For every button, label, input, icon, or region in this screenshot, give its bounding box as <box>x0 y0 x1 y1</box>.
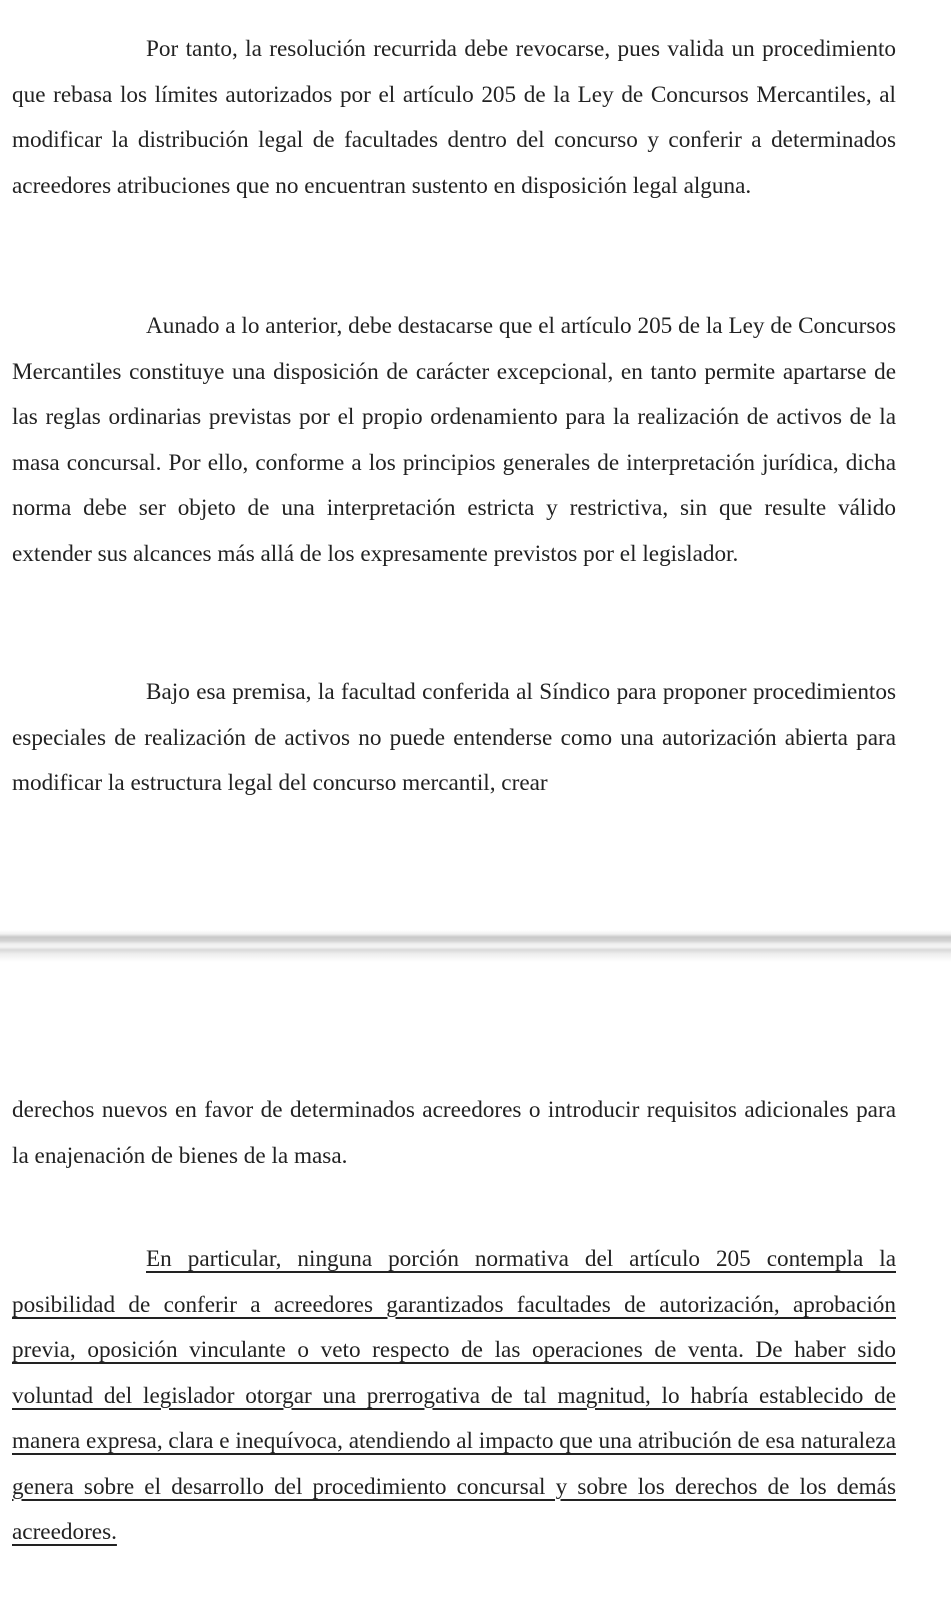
underlined-text: En particular, ninguna porción normativa del artículo 205 contempla la posibilidad de conferir a acreedores garantizados facultades de autorización, aprobación previa, oposición vinculante o veto respecto de las operaciones de venta. De haber sido voluntad del legislador otorgar una prerrogativa de tal magnitud, lo habría establecido de manera expresa, clara e inequívoca, atendiendo al impacto que una atribución de esa naturaleza genera sobre el desarrollo del procedimiento concursal y sobre los derechos de los demás acreedores. <box>12 1246 896 1545</box>
paragraph-sindico-faculty: Bajo esa premisa, la facultad conferida al Síndico para proponer procedimientos especiales de realización de activos no puede entenderse como una autorización abierta para modificar la estructura legal del concurso mercantil, crear <box>12 679 896 796</box>
paragraph-continuation: derechos nuevos en favor de determinados acreedores o introducir requisitos adicionales para la enajenación de bienes de la masa. <box>12 1097 896 1169</box>
paragraph-underlined-emphasis <box>12 1237 896 1556</box>
page-separator <box>0 930 951 962</box>
paragraph-article-205-exceptional: Aunado a lo anterior, debe destacarse que el artículo 205 de la Ley de Concursos Mercantiles constituye una disposición de carácter excepcional, en tanto permite apartarse de las reglas ordinarias previstas por el propio ordenamiento para la realización de activos de la masa concursal. Por ello, conforme a los principios generales de interpretación jurídica, dicha norma debe ser objeto de una interpretación estricta y restrictiva, sin que resulte válido extender sus alcances más allá de los expresamente previstos por el legislador. <box>12 313 896 567</box>
paragraph-resolution-revoked: Por tanto, la resolución recurrida debe revocarse, pues valida un procedimiento que rebasa los límites autorizados por el artículo 205 de la Ley de Concursos Mercantiles, al modificar la distribución legal de facultades dentro del concurso y conferir a determinados acreedores atribuciones que no encuentran sustento en disposición legal alguna. <box>12 36 896 199</box>
